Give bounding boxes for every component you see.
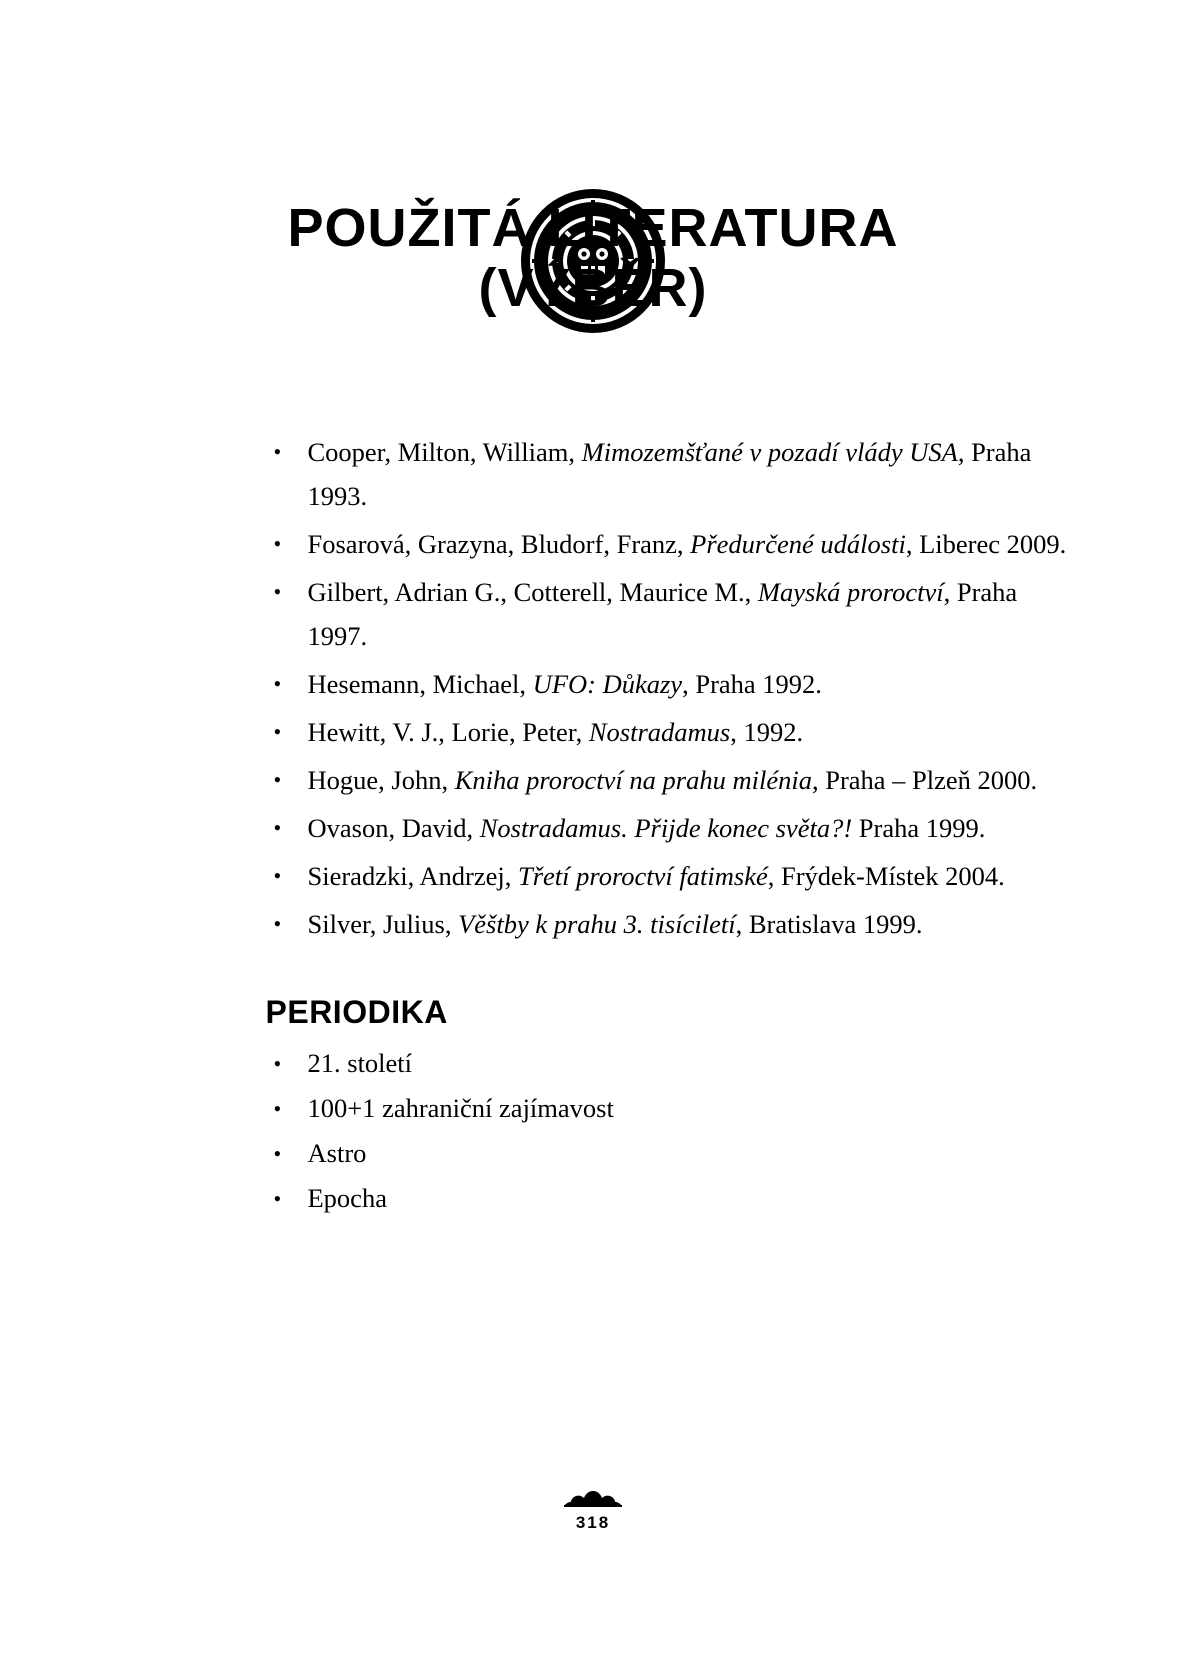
bibliography-entry-title: Věštby k prahu 3. tisíciletí <box>458 909 736 939</box>
bibliography-entry <box>266 902 1076 946</box>
bibliography-entry <box>266 758 1076 802</box>
bibliography-entry-title: Nostradamus <box>588 717 731 747</box>
periodicals-heading: PERIODIKA <box>265 994 448 1030</box>
bibliography-entry-imprint: , Frýdek-Místek 2004. <box>767 861 1005 891</box>
bibliography-entry-author: Cooper, Milton, William, <box>307 437 582 467</box>
header-ornament <box>0 0 1186 186</box>
bibliography-entry-title: Třetí proroctví fatimské <box>517 861 768 891</box>
bibliography-entry-title: Kniha proroctví na prahu milénia <box>454 765 812 795</box>
bibliography-entry-imprint: , Liberec 2009. <box>905 529 1067 559</box>
page-title <box>0 198 1186 318</box>
page-title-line-1: POUŽITÁ LITERATURA <box>287 198 899 258</box>
bibliography-entry-author: Sieradzki, Andrzej, <box>307 861 518 891</box>
page-number: 318 <box>575 1513 611 1532</box>
periodicals-list <box>266 1041 1076 1221</box>
bibliography-entry-title: Mimozemšťané v pozadí vlády USA <box>581 437 958 467</box>
bibliography-entry-title: Předurčené události <box>690 529 906 559</box>
floral-ornament-icon <box>560 1489 626 1511</box>
bibliography-entry-title: Nostradamus. Přijde konec světa?! <box>479 813 853 843</box>
bibliography-entry-author: Hogue, John, <box>307 765 455 795</box>
bibliography-entry-author: Ovason, David, <box>307 813 480 843</box>
bibliography-entry-imprint: , Praha 1997. <box>307 577 1018 651</box>
bibliography-entry-imprint: , Praha 1993. <box>307 437 1032 511</box>
periodical-item: • 100+1 zahraniční zajímavost <box>266 1086 1076 1131</box>
bibliography-entry-imprint: , Bratislava 1999. <box>735 909 923 939</box>
periodical-item: • 21. století <box>266 1041 1076 1086</box>
bibliography-entry-imprint: , Praha – Plzeň 2000. <box>811 765 1038 795</box>
bibliography-entry <box>266 570 1076 658</box>
bibliography-entry <box>266 662 1076 706</box>
bibliography-entry-imprint: , 1992. <box>730 717 804 747</box>
bibliography-entry-author: Fosarová, Grazyna, Bludorf, Franz, <box>307 529 691 559</box>
page-content <box>111 430 1076 1221</box>
bibliography-entry-author: Hesemann, Michael, <box>307 669 533 699</box>
bibliography-entry <box>266 806 1076 850</box>
bibliography-entry-imprint: , Praha 1992. <box>682 669 822 699</box>
bibliography-entry-author: Hewitt, V. J., Lorie, Peter, <box>307 717 589 747</box>
page-footer <box>0 1489 1186 1533</box>
bibliography-entry <box>266 854 1076 898</box>
periodical-item: • Epocha <box>266 1176 1076 1221</box>
bibliography-entry <box>266 710 1076 754</box>
bibliography-entry <box>266 430 1076 518</box>
bibliography-entry-title: UFO: Důkazy <box>532 669 683 699</box>
bibliography-list <box>266 430 1076 946</box>
bibliography-entry-title: Mayská proroctví <box>757 577 944 607</box>
bibliography-entry-author: Gilbert, Adrian G., Cotterell, Maurice M., <box>307 577 758 607</box>
periodical-item: • Astro <box>266 1131 1076 1176</box>
page-title-line-2: (VÝBĚR) <box>478 258 708 318</box>
bibliography-entry-author: Silver, Julius, <box>307 909 459 939</box>
bibliography-entry-imprint: Praha 1999. <box>852 813 986 843</box>
bibliography-entry <box>266 522 1076 566</box>
